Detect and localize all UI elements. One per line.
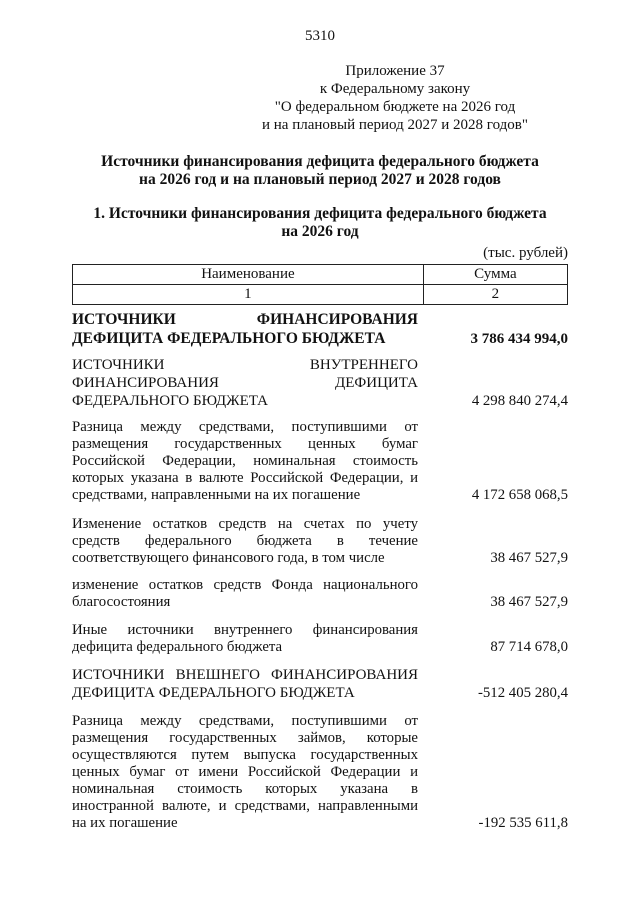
- column-number-2: 2: [423, 285, 567, 305]
- appendix-line: Приложение 37: [345, 63, 445, 79]
- appendix-reference: [230, 62, 560, 134]
- row-name: [72, 622, 418, 656]
- row-name-line: которых указана в валюте Российской Федерации, и: [72, 470, 418, 486]
- title-line: на 2026 год и на плановый период 2027 и 2028 годов: [139, 171, 501, 188]
- table-row-other-internal-sources: [72, 622, 568, 656]
- table-row-welfare-fund: [72, 577, 568, 611]
- row-name-line: соответствующего финансового года, в том числе: [72, 550, 385, 566]
- row-name: [72, 713, 418, 832]
- row-amount: 87 714 678,0: [490, 639, 568, 655]
- row-name-line: изменение остатков средств Фонда национального: [72, 577, 418, 593]
- row-name-line: Разница между средствами, поступившими от: [72, 713, 418, 729]
- row-name-line: на их погашение: [72, 815, 178, 831]
- row-name-line: дефицита федерального бюджета: [72, 639, 283, 655]
- table-row-internal-sources: [72, 356, 568, 410]
- header-name: Наименование: [73, 265, 424, 285]
- row-name-line: средств федерального бюджета в течение: [72, 533, 418, 549]
- row-name-line: ИСТОЧНИКИ ВНЕШНЕГО ФИНАНСИРОВАНИЯ: [72, 667, 418, 683]
- row-name: [72, 577, 418, 611]
- row-name-line: Разница между средствами, поступившими от: [72, 419, 418, 435]
- row-name-line: ценных бумаг от имени Российской Федерации и: [72, 764, 418, 780]
- row-name-line: ИСТОЧНИКИ ФИНАНСИРОВАНИЯ: [72, 311, 418, 328]
- row-amount: 4 172 658 068,5: [471, 487, 568, 503]
- section-line: на 2026 год: [281, 223, 359, 240]
- appendix-line: "О федеральном бюджете на 2026 год: [274, 99, 516, 115]
- row-name-line: ДЕФИЦИТА ФЕДЕРАЛЬНОГО БЮДЖЕТА: [72, 330, 386, 347]
- appendix-line: к Федеральному закону: [319, 81, 471, 97]
- row-amount: -192 535 611,8: [478, 815, 568, 831]
- row-amount: 38 467 527,9: [490, 594, 568, 610]
- title-line: Источники финансирования дефицита федерального бюджета: [101, 153, 539, 170]
- row-name-line: иностранной валюте, и средствами, направленными: [72, 798, 418, 814]
- row-name-line: ИСТОЧНИКИ ВНУТРЕННЕГО: [72, 357, 418, 373]
- row-name-line: ФИНАНСИРОВАНИЯ ДЕФИЦИТА: [72, 375, 418, 391]
- table-row-account-balances: [72, 516, 568, 567]
- table-row-domestic-securities: [72, 419, 568, 504]
- row-amount: 4 298 840 274,4: [471, 393, 568, 409]
- section-title: [40, 205, 600, 241]
- row-name-line: средствами, направленными на их погашение: [72, 487, 361, 503]
- row-name-line: ФЕДЕРАЛЬНОГО БЮДЖЕТА: [72, 393, 268, 409]
- row-name: [72, 310, 418, 348]
- row-name-line: осуществляются путем выпуска государственных: [72, 747, 418, 763]
- header-sum: Сумма: [423, 265, 567, 285]
- page-number: 5310: [305, 28, 335, 44]
- column-number-1: 1: [73, 285, 424, 305]
- row-name-line: ДЕФИЦИТА ФЕДЕРАЛЬНОГО БЮДЖЕТА: [72, 685, 355, 701]
- table-header: [72, 264, 568, 305]
- table-row-foreign-securities: [72, 713, 568, 832]
- row-name: [72, 516, 418, 567]
- appendix-line: и на плановый период 2027 и 2028 годов": [262, 117, 528, 133]
- document-title: [40, 153, 600, 189]
- row-name-line: размещения государственных займов, которые: [72, 730, 418, 746]
- section-line: 1. Источники финансирования дефицита федерального бюджета: [93, 205, 547, 222]
- row-name-line: Иные источники внутреннего финансирования: [72, 622, 418, 638]
- row-name-line: Изменение остатков средств на счетах по учету: [72, 516, 418, 532]
- row-name: [72, 666, 418, 702]
- row-name-line: Российской Федерации, номинальная стоимость: [72, 453, 418, 469]
- row-name-line: размещения государственных ценных бумаг: [72, 436, 418, 452]
- row-name: [72, 419, 418, 504]
- row-amount: 38 467 527,9: [490, 550, 568, 566]
- table-row-external-sources: [72, 666, 568, 702]
- row-name: [72, 356, 418, 410]
- row-name-line: номинальная стоимость которых указана в: [72, 781, 418, 797]
- units-label: (тыс. рублей): [483, 245, 568, 261]
- row-amount: 3 786 434 994,0: [470, 331, 568, 347]
- row-amount: -512 405 280,4: [477, 685, 568, 701]
- table-row-total-sources: [72, 310, 568, 348]
- row-name-line: благосостояния: [72, 594, 171, 610]
